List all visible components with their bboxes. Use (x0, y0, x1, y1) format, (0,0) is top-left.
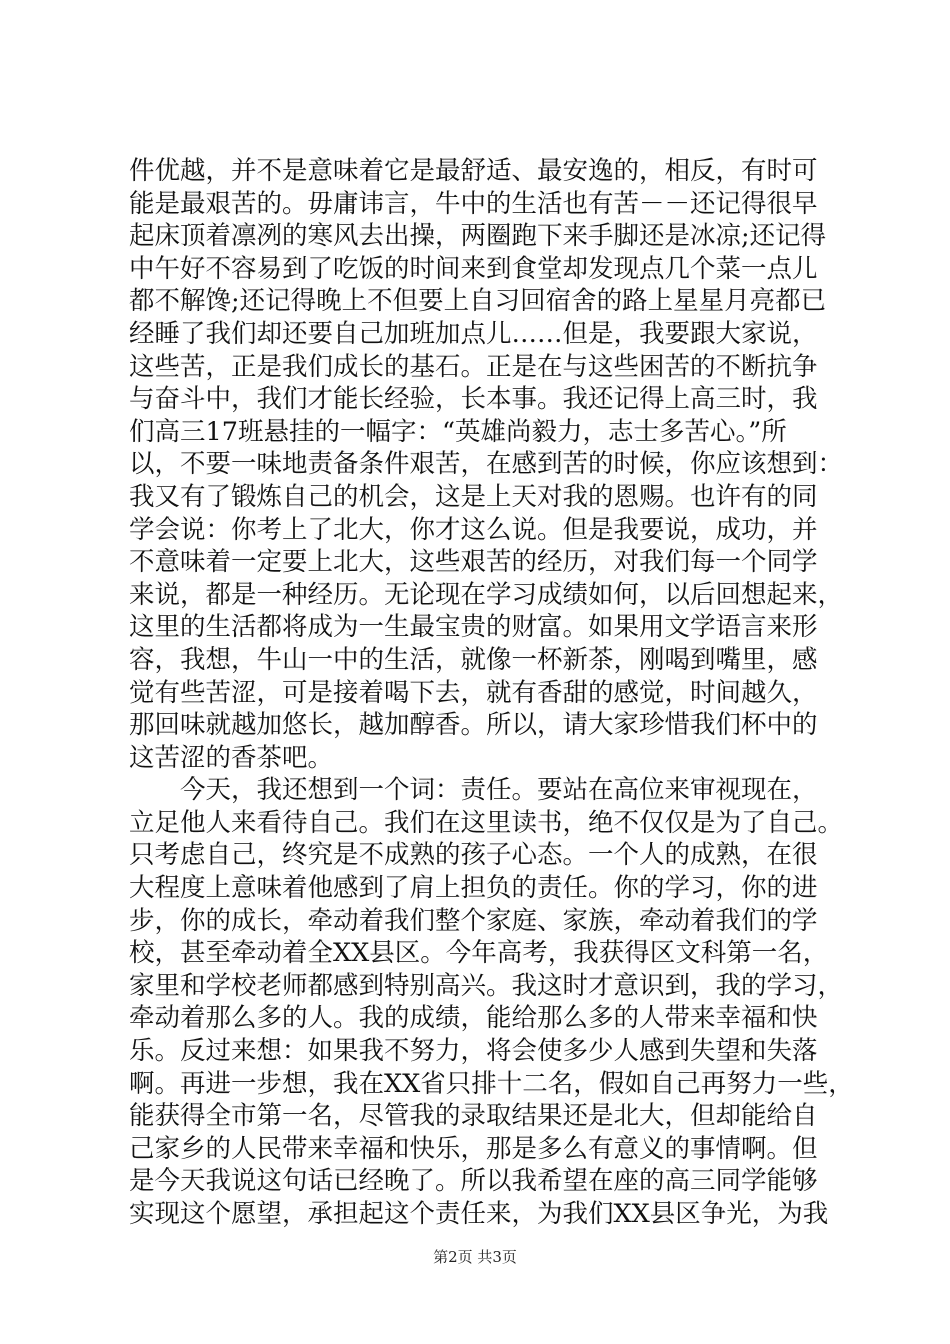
text-line: 大程度上意味着他感到了肩上担负的责任。你的学习，你的进 (129, 873, 818, 904)
page-number-footer: 第2页 共3页 (433, 1248, 517, 1266)
text-line: 件优越，并不是意味着它是最舒适、最安逸的，相反，有时可 (129, 156, 818, 186)
text-line: 们高三17班悬挂的一幅字：“英雄尚毅力，志士多苦心。”所 (129, 416, 787, 447)
text-line: 容，我想，牛山一中的生活，就像一杯新茶，刚喝到嘴里，感 (129, 644, 818, 675)
text-line: 与奋斗中，我们才能长经验，长本事。我还记得上高三时，我 (129, 384, 818, 415)
text-line: 我又有了锻炼自己的机会，这是上天对我的恩赐。也许有的同 (129, 481, 818, 512)
text-line: 学会说：你考上了北大，你才这么说。但是我要说，成功，并 (129, 514, 818, 545)
text-line: 以，不要一味地责备条件艰苦，在感到苦的时候，你应该想到： (129, 449, 844, 480)
text-line: 实现这个愿望，承担起这个责任来，为我们XX县区争光，为我 (129, 1199, 829, 1229)
text-line: 这些苦，正是我们成长的基石。正是在与这些困苦的不断抗争 (129, 351, 818, 382)
text-line: 起床顶着凛冽的寒风去出操，两圈跑下来手脚还是冰凉;还记得 (129, 221, 827, 252)
text-line: 都不解馋;还记得晚上不但要上自习回宿舍的路上星星月亮都已 (129, 286, 827, 317)
text-line: 啊。再进一步想，我在XX省只排十二名，假如自己再努力一些， (129, 1068, 854, 1099)
text-line: 己家乡的人民带来幸福和快乐，那是多么有意义的事情啊。但 (129, 1133, 818, 1164)
text-line: 家里和学校老师都感到特别高兴。我这时才意识到，我的学习， (129, 970, 844, 1001)
text-line: 这里的生活都将成为一生最宝贵的财富。如果用文学语言来形 (129, 612, 818, 643)
text-line: 来说，都是一种经历。无论现在学习成绩如何，以后回想起来， (129, 579, 844, 610)
text-line: 校，甚至牵动着全XX县区。今年高考，我获得区文科第一名， (129, 938, 829, 969)
text-line: 能是最艰苦的。毋庸讳言，牛中的生活也有苦－－还记得很早 (129, 188, 818, 219)
text-line: 牵动着那么多的人。我的成绩，能给那么多的人带来幸福和快 (129, 1003, 818, 1034)
text-line: 中午好不容易到了吃饭的时间来到食堂却发现点几个菜一点儿 (129, 253, 818, 284)
text-line: 是今天我说这句话已经晚了。所以我希望在座的高三同学能够 (129, 1166, 818, 1197)
text-line: 乐。反过来想：如果我不努力，将会使多少人感到失望和失落 (129, 1036, 818, 1067)
text-line: 能获得全市第一名，尽管我的录取结果还是北大，但却能给自 (129, 1101, 818, 1132)
text-line: 经睡了我们却还要自己加班加点儿……但是，我要跟大家说， (129, 318, 818, 349)
text-line: 立足他人来看待自己。我们在这里读书，绝不仅仅是为了自己。 (129, 807, 844, 838)
body-text (129, 155, 854, 1231)
text-line: 这苦涩的香茶吧。 (129, 742, 334, 773)
text-line: 觉有些苦涩，可是接着喝下去，就有香甜的感觉，时间越久， (129, 677, 818, 708)
text-line: 只考虑自己，终究是不成熟的孩子心态。一个人的成熟，在很 (129, 840, 818, 871)
text-line: 步，你的成长，牵动着我们整个家庭、家族，牵动着我们的学 (129, 905, 818, 936)
text-line: 那回味就越加悠长，越加醇香。所以，请大家珍惜我们杯中的 (129, 710, 818, 741)
text-line: 不意味着一定要上北大，这些艰苦的经历，对我们每一个同学 (129, 547, 818, 578)
text-line: 今天，我还想到一个词：责任。要站在高位来审视现在， (129, 775, 818, 806)
